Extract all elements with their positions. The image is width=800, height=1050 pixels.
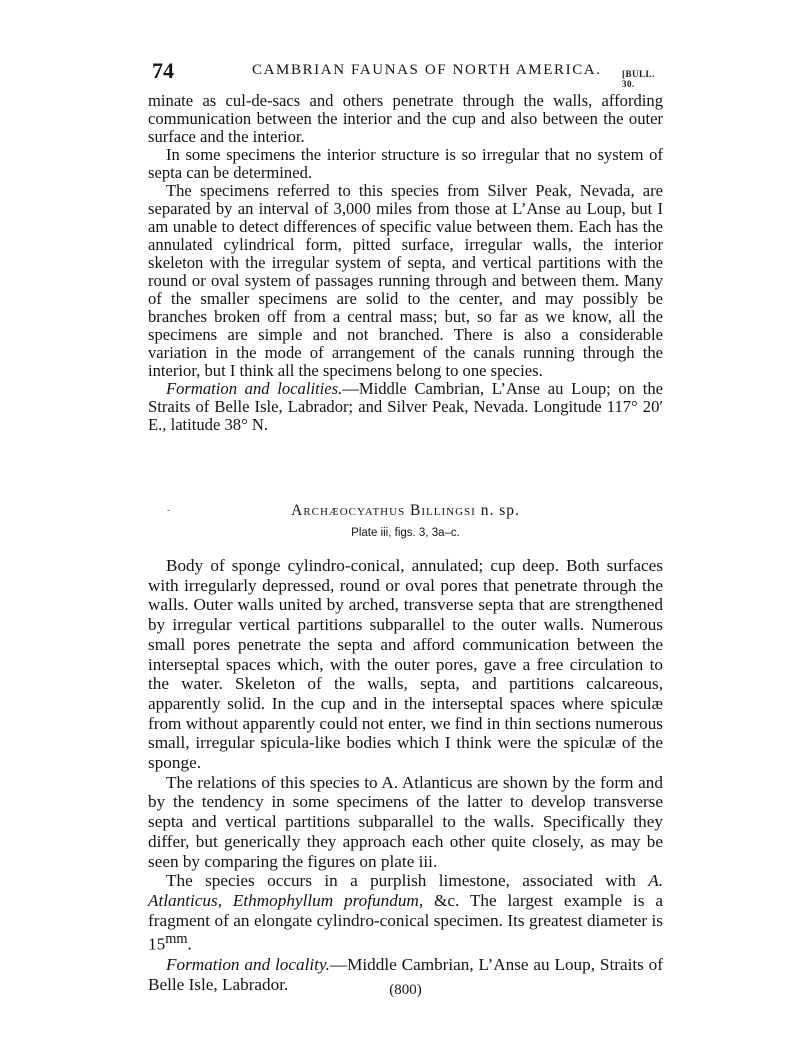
formation-label: Formation and localities. xyxy=(166,379,343,398)
occurrence-text-e: . xyxy=(187,935,192,955)
locality-text: —Middle Cambrian, L’Anse au Loup, Straits of Belle Isle, Labrador. xyxy=(148,954,663,994)
species-status: n. sp. xyxy=(480,502,520,519)
paragraph-occurrence xyxy=(148,871,663,955)
page-footer: (800) xyxy=(389,982,422,998)
paragraph-continued: minate as cul-de-sacs and others penetrate through the walls, affording communication between the interior and the cup and also between the outer surface and the interior. xyxy=(148,91,663,146)
genus-name: Archæocyathus xyxy=(291,502,406,519)
occurrence-text-c: &c. The largest example is a fragment of an elongate cylindro-conical specimen. Its greatest diameter is 15 xyxy=(148,890,663,955)
locality-label: Formation and locality. xyxy=(166,954,330,974)
species-heading xyxy=(148,502,663,520)
species-epithet: Billingsi xyxy=(410,502,476,519)
margin-mark: - xyxy=(167,505,171,516)
paragraph-relations: The relations of this species to A. Atlanticus are shown by the form and by the tendency in some specimens of the latter to develop transverse septa and vertical partitions subparallel to the walls. Specifically they differ, but generically they approach each other quite closely, as may be seen by comparing the figures on plate iii. xyxy=(148,772,663,871)
paragraph-interior-structure: In some specimens the interior structure is so irregular that no system of septa can be determined. xyxy=(148,145,663,182)
body-text-lower xyxy=(148,556,663,994)
body-text-upper xyxy=(148,92,663,434)
paragraph-description: Body of sponge cylindro-conical, annulated; cup deep. Both surfaces with irregularly depressed, round or oval pores that penetrate through the walls. Outer walls united by arched, transverse septa that are strengthened by irregular vertical partitions subparallel to the outer walls. Numerous small pores penetrate the septa and afford communication between the interseptal spaces which, with the outer pores, gave a free circulation to the water. Skeleton of the walls, septa, and partitions calcareous, apparently solid. In the cup and in the interseptal spaces where spiculæ from without apparently could not enter, we find in thin sections numerous small, irregular spicula-like bodies which I think were the spiculæ of the sponge. xyxy=(148,556,663,773)
bulletin-reference: [BULL. 30. xyxy=(622,69,655,89)
formation-text: —Middle Cambrian, L’Anse au Loup; on the Straits of Belle Isle, Labrador; and Silver Peak, Nevada. Longitude 117° 20′ E., latitude 38° N. xyxy=(148,379,663,434)
page-number: 74 xyxy=(152,58,174,83)
running-title: CAMBRIAN FAUNAS OF NORTH AMERICA. xyxy=(252,62,602,78)
paragraph-formation-localities xyxy=(148,380,663,434)
unit-mm: mm xyxy=(165,931,188,948)
plate-reference: Plate iii, figs. 3, 3a–c. xyxy=(351,527,460,539)
paragraph-specimens: The specimens referred to this species from Silver Peak, Nevada, are separated by an interval of 3,000 miles from those at L’Anse au Loup, but I am unable to detect differences of specific value between them. Each has the annulated cylindrical form, pitted surface, irregular walls, the interior skeleton with the irregular system of septa, and vertical partitions with the round or oval system of passages running through and between them. Many of the smaller specimens are solid to the center, and may possibly be branches broken off from a central mass; but, so far as we know, all the specimens are simple and not branched. There is also a considerable variation in the mode of arrangement of the canals running through the interior, but I think all the specimens belong to one species. xyxy=(148,181,663,380)
page-header xyxy=(152,58,657,88)
occurrence-text-a: The species occurs in a purplish limestone, associated with xyxy=(166,871,649,891)
occurrence-taxa: A. Atlanticus, Ethmophyllum profundum, xyxy=(148,871,663,910)
